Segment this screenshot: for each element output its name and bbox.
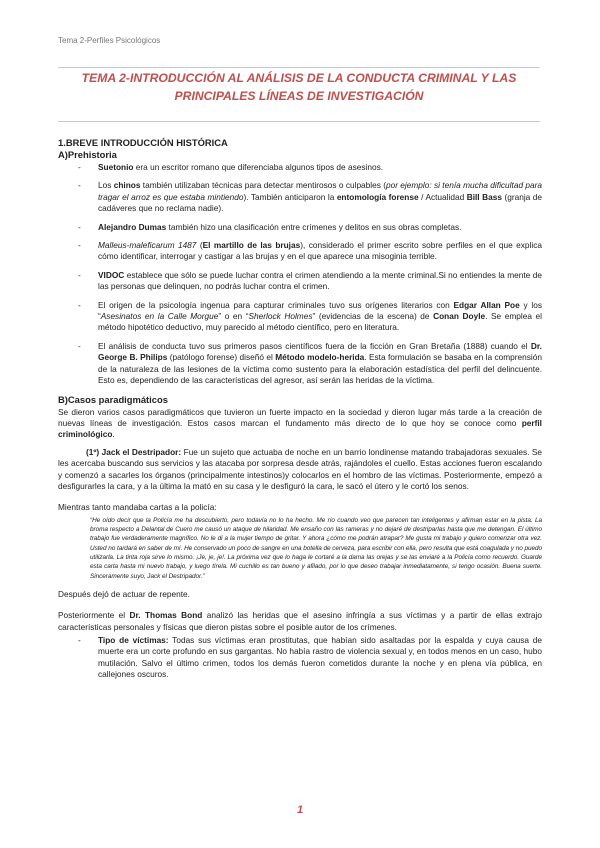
section-heading: 1.BREVE INTRODUCCIÓN HISTÓRICA <box>58 137 228 148</box>
list-item: - Los chinos también utilizaban técnicas para detectar mentirosos o culpables (por ejemplo: si tenía mucha dificultad para tragar el arroz es que estaba mintiendo). También anticiparon la entomología forense / Actualidad Bill Bass (granja de cadáveres que no reclama nadie). <box>58 180 542 214</box>
victims-list <box>58 635 542 681</box>
running-header: Tema 2-Perfiles Psicológicos <box>58 36 161 45</box>
page-number: 1 <box>296 804 304 816</box>
subsection-heading-a: A)Prehistoria <box>58 149 117 160</box>
paragraph-after: Después dejó de actuar de repente. <box>58 588 190 599</box>
list-item: - El análisis de conducta tuvo sus primeros pasos científicos fuera de la ficción en Gran Bretaña (1888) cuando el Dr. George B. Philips (patólogo forense) diseñó el Método modelo-herida. Esta formulación se basaba en la comprensión de la naturaleza de las lesiones de la víctima como sustento para la elaboración estadística del perfil del delincuente. Esto es, dependiendo de las características del agresor, así serán las heridas de la víctima. <box>58 341 542 387</box>
title-line-1: TEMA 2-INTRODUCCIÓN AL ANÁLISIS DE LA CONDUCTA CRIMINAL Y LAS <box>81 71 517 85</box>
list-item: - Tipo de víctimas: Todas sus víctimas eran prostitutas, que habían sido asaltadas por la espalda y cuya causa de muerte era un corte profundo en sus gargantas. No había rastro de violencia sexual y, en todos menos en un caso, hubo mutilación. Salvo el último crimen, todos los demás fueron cometidos durante la noche y en plena vía pública, en callejones oscuros. <box>58 635 542 681</box>
list-item: - Malleus-maleficarum 1487 (El martillo de las brujas), considerado el primer escrito sobre perfiles en el que explica cómo identificar, interrogar y castigar a las brujas y en el que aparece una misoginia terrible. <box>58 240 542 263</box>
list-item: - El origen de la psicología ingenua para capturar criminales tuvo sus orígenes literarios con Edgar Allan Poe y los “Asesinatos en la Calle Morgue” o en “Sherlock Holmes” (evidencias de la escena) de Conan Doyle. Se emplea el método hipotético deductivo, muy parecido al método científico, pero en literatura. <box>58 300 542 334</box>
title-line-2: PRINCIPALES LÍNEAS DE INVESTIGACIÓN <box>174 89 424 103</box>
title-bottom-rule <box>58 121 540 122</box>
paragraph-intro: Se dieron varios casos paradigmáticos que tuvieron un fuerte impacto en la sociedad y dieron lugar más tarde a la creación de nuevas líneas de investigación. Estos casos marcan el fundamento más directo de lo que hoy se conoce como perfil criminológico. <box>58 406 542 440</box>
list-item: - VIDOC establece que sólo se puede luchar contra el crimen atendiendo a la mente criminal.Si no entiendes la mente de las personas que delinquen, no podrás luchar contra el crimen. <box>58 270 542 293</box>
paragraph-jack: (1º) Jack el Destripador: Fue un sujeto que actuaba de noche en un barrio londinense matando trabajadoras sexuales. Se les acercaba buscando sus servicios y las atacaba por sorpresa desde atrás, rajándoles el cuello. Estas acciones fueron escalando y comenzó a sacarles los órganos (principalmente intestinos)y colocarlos en el hombro de las víctimas. Posteriormente, empezó a desfigurarles la cara, y a la última la mató en su casa y le desfiguró la cara, le sacó el útero y le cortó los senos. <box>58 446 542 491</box>
paragraph-bond: Posteriormente el Dr. Thomas Bond analizó las heridas que el asesino infringía a sus víctimas y a partir de ellas extrajo características personales y físicas que dieron pistas sobre el posible autor de los crímenes. <box>58 610 542 632</box>
title-top-rule <box>58 67 540 68</box>
paragraph-letters-intro: Mientras tanto mandaba cartas a la policía: <box>58 502 217 513</box>
list-item: - Suetonio era un escritor romano que diferenciaba algunos tipos de asesinos. <box>58 162 542 173</box>
list-item: - Alejandro Dumas también hizo una clasificación entre crímenes y delitos en sus obras completas. <box>58 222 542 233</box>
subsection-heading-b: B)Casos paradigmáticos <box>58 393 168 405</box>
document-body <box>58 137 542 688</box>
page-title <box>58 69 540 105</box>
letter-quote: “He oído decir que la Policía me ha descubierto, pero todavía no lo ha hecho. Me río cuando veo que parecen tan inteligentes y afirman estar en la pista. La broma respecto a Delantal de Cuero me causó un ataque de hilaridad. Me ensaño con las rameras y no dejaré de destriparlas hasta que me detengan. El último trabajo fue verdaderamente magnífico. No le di a la mujer tiempo de gritar. Y ahora ¿cómo me podrán atrapar? Me gusta mi trabajo y quiero comenzar otra vez. Usted no tardará en saber de mí. He conservado un poco de sangre en una botella de cerveza, para escribir con ella, pero resulta que está coagulada y no puedo utilizarla. La tinta roja sirve lo mismo. ¡Je, je, je!. La próxima vez que lo haga le cortaré a la dama las orejas y se las enviaré a la Policía como recuerdo. Guarde esta carta hasta mi nuevo trabajo, y luego tírela. Mi cuchillo es tan bueno y afilado, por lo que deseo trabajar inmediatamente, si tengo ocasión. Buena suerte. Sinceramente suyo, Jack el Destripador.” <box>90 516 542 580</box>
prehistory-list <box>58 162 542 387</box>
